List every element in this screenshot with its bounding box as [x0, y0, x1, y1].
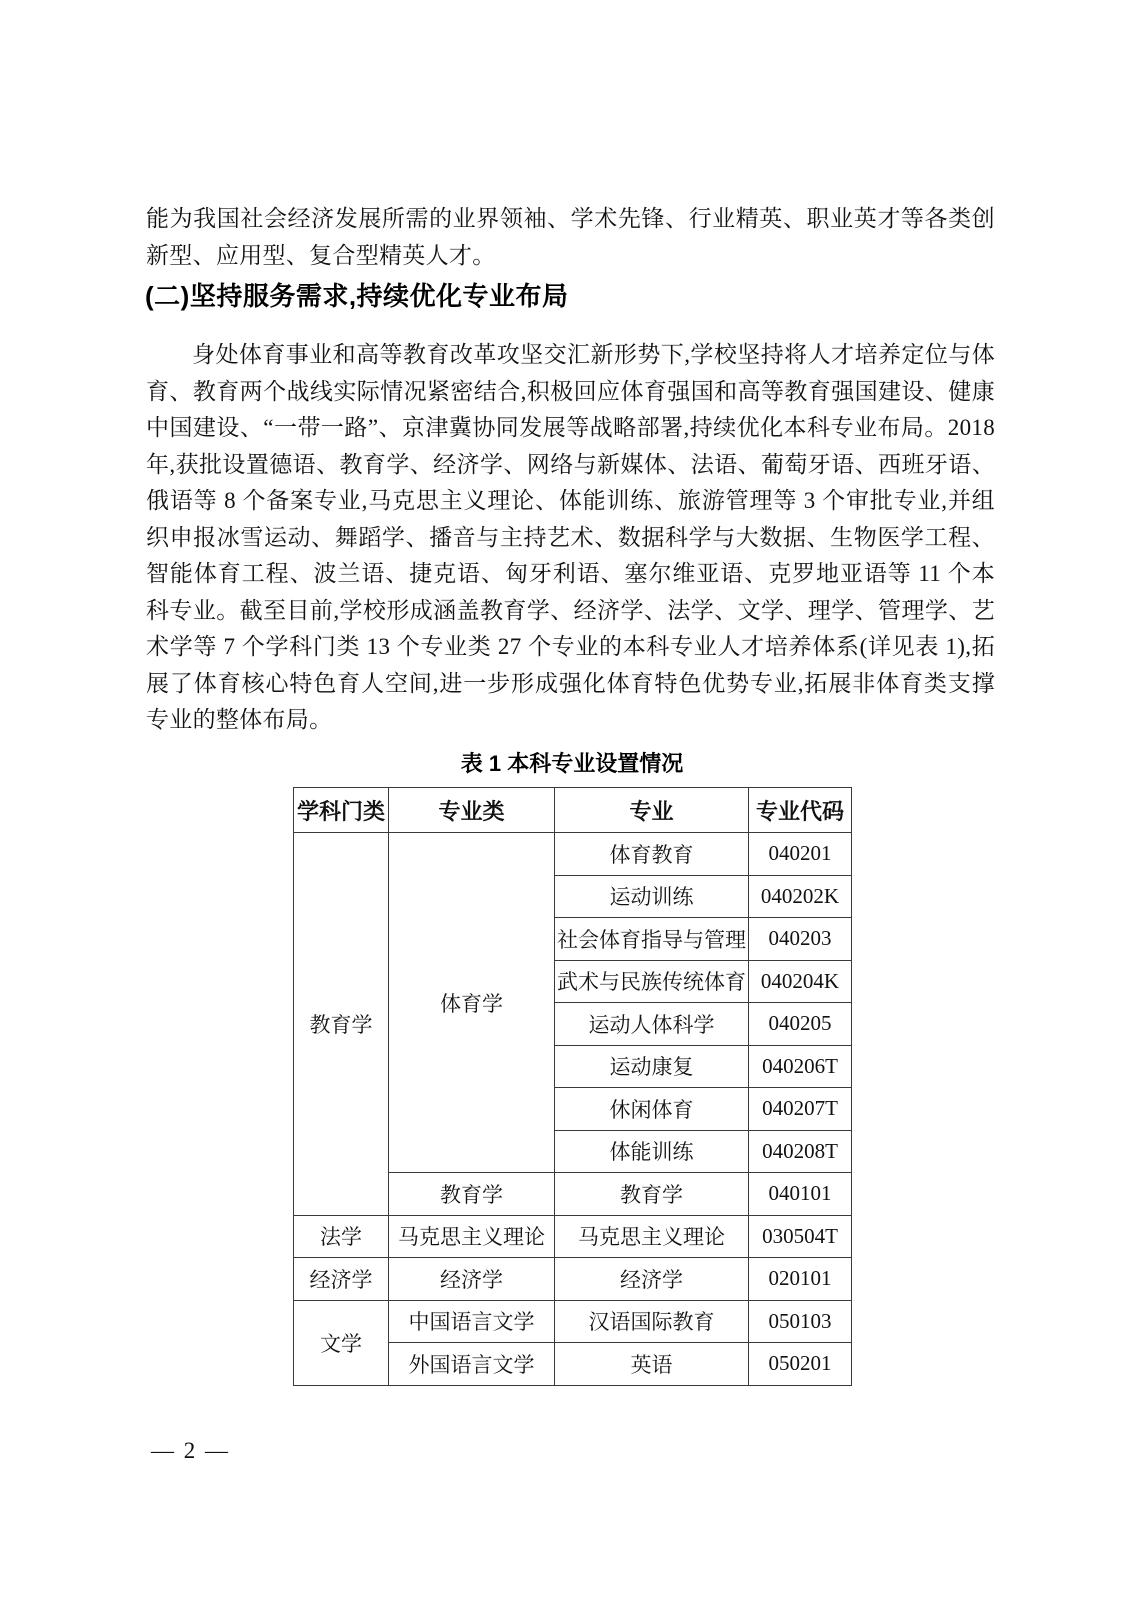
table-header-row: [294, 788, 852, 833]
cell-discipline: 法学: [294, 1215, 389, 1258]
cell-major: 运动康复: [555, 1045, 749, 1088]
cell-code: 050201: [749, 1343, 852, 1386]
cell-major: 英语: [555, 1343, 749, 1386]
cell-class: 体育学: [389, 833, 555, 1173]
cell-major: 武术与民族传统体育: [555, 960, 749, 1003]
column-header-discipline: 学科门类: [294, 788, 389, 833]
cell-major: 休闲体育: [555, 1088, 749, 1131]
cell-code: 040207T: [749, 1088, 852, 1131]
cell-major: 社会体育指导与管理: [555, 918, 749, 961]
cell-major: 运动训练: [555, 875, 749, 918]
majors-table: [293, 787, 852, 1386]
table-row: [294, 833, 852, 876]
cell-code: 040205: [749, 1003, 852, 1046]
cell-code: 040201: [749, 833, 852, 876]
cell-discipline: 经济学: [294, 1258, 389, 1301]
cell-class: 马克思主义理论: [389, 1215, 555, 1258]
cell-code: 050103: [749, 1300, 852, 1343]
section-heading: (二)坚持服务需求,持续优化专业布局: [145, 281, 569, 311]
cell-code: 020101: [749, 1258, 852, 1301]
cell-discipline: 文学: [294, 1300, 389, 1385]
column-header-code: 专业代码: [749, 788, 852, 833]
cell-major: 运动人体科学: [555, 1003, 749, 1046]
cell-code: 040206T: [749, 1045, 852, 1088]
cell-discipline: 教育学: [294, 833, 389, 1216]
body-paragraph: 身处体育事业和高等教育改革攻坚交汇新形势下,学校坚持将人才培养定位与体育、教育两个战线实际情况紧密结合,积极回应体育强国和高等教育强国建设、健康中国建设、“一带一路”、京津冀协同发展等战略部署,持续优化本科专业布局。2018 年,获批设置德语、教育学、经济学、网络与新媒体、法语、葡萄牙语、西班牙语、俄语等 8 个备案专业,马克思主义理论、体能训练、旅游管理等 3 个审批专业,并组织申报冰雪运动、舞蹈学、播音与主持艺术、数据科学与大数据、生物医学工程、智能体育工程、波兰语、捷克语、匈牙利语、塞尔维亚语、克罗地亚语等 11 个本科专业。截至目前,学校形成涵盖教育学、经济学、法学、文学、理学、管理学、艺术学等 7 个学科门类 13 个专业类 27 个专业的本科专业人才培养体系(详见表 1),拓展了体育核心特色育人空间,进一步形成强化体育特色优势专业,拓展非体育类支撑专业的整体布局。: [146, 342, 995, 732]
cell-class: 中国语言文学: [389, 1300, 555, 1343]
cell-major: 经济学: [555, 1258, 749, 1301]
cell-code: 040204K: [749, 960, 852, 1003]
column-header-class: 专业类: [389, 788, 555, 833]
table-row: [294, 1215, 852, 1258]
cell-code: 040208T: [749, 1130, 852, 1173]
column-header-major: 专业: [555, 788, 749, 833]
cell-class: 经济学: [389, 1258, 555, 1301]
table-title: 表 1 本科专业设置情况: [460, 751, 684, 776]
cell-code: 040202K: [749, 875, 852, 918]
intro-paragraph: 能为我国社会经济发展所需的业界领袖、学术先锋、行业精英、职业英才等各类创新型、应用型、复合型精英人才。: [146, 206, 995, 268]
cell-major: 教育学: [555, 1173, 749, 1216]
cell-major: 马克思主义理论: [555, 1215, 749, 1258]
cell-major: 汉语国际教育: [555, 1300, 749, 1343]
table-row: [294, 1258, 852, 1301]
cell-major: 体能训练: [555, 1130, 749, 1173]
table-row: [294, 1300, 852, 1343]
cell-code: 040203: [749, 918, 852, 961]
cell-class: 教育学: [389, 1173, 555, 1216]
page-number: — 2 —: [151, 1438, 230, 1463]
cell-code: 030504T: [749, 1215, 852, 1258]
cell-class: 外国语言文学: [389, 1343, 555, 1386]
cell-code: 040101: [749, 1173, 852, 1216]
cell-major: 体育教育: [555, 833, 749, 876]
